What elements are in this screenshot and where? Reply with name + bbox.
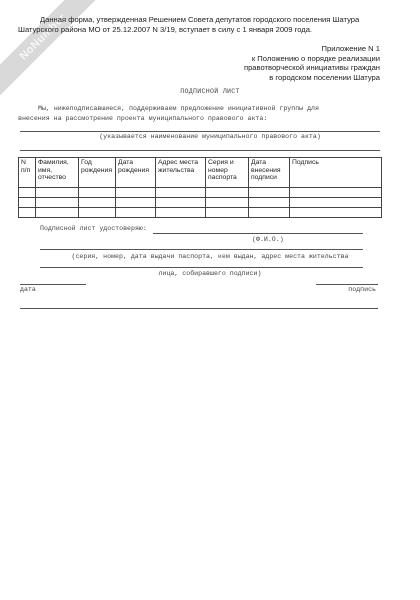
table-cell [79,208,116,218]
col-header-address: Адрес места жительства [156,158,206,188]
intro-line-2: Шатурского района МО от 25.12.2007 N 3/19, вступает в силу с 1 января 2009 года. [18,25,313,34]
collector-line [40,267,363,268]
table-header-row [19,158,382,188]
passport-line [40,249,363,250]
table-cell [249,188,290,198]
table-cell [116,198,156,208]
statement-text [18,104,382,123]
table-cell [19,188,36,198]
fio-hint: (Ф.И.О.) [252,236,284,243]
table-cell [206,188,249,198]
table-row [19,198,382,208]
act-name-line-2 [20,150,380,151]
col-header-birth-year: Год рождения [79,158,116,188]
table-cell [36,198,79,208]
appendix-line-2: к Положению о порядке реализации [251,53,380,63]
table-cell [79,188,116,198]
table-cell [206,208,249,218]
table-cell [19,208,36,218]
passport-hint: (серия, номер, дата выдачи паспорта, кем выдан, адрес места жительства [71,253,349,260]
collector-hint: лица, собиравшего подписи) [158,270,262,277]
table-cell [116,208,156,218]
col-header-passport: Серия и номер паспорта [206,158,249,188]
statement-line-2: внесения на рассмотрение проекта муниципального правового акта: [18,114,268,122]
table-row [19,188,382,198]
signature-label: подпись [348,286,376,293]
table-cell [290,198,382,208]
appendix-block [180,44,380,82]
table-cell [36,188,79,198]
table-cell [116,188,156,198]
table-cell [79,198,116,208]
document-title: ПОДПИСНОЙ ЛИСТ [180,88,240,95]
bottom-rule [20,308,378,309]
appendix-line-3: правотворческой инициативы граждан [243,63,380,72]
table-cell [249,198,290,208]
table-cell [19,198,36,208]
table-cell [290,188,382,198]
date-label: дата [20,286,36,293]
table-cell [36,208,79,218]
col-header-number: N п/п [19,158,36,188]
statement-line-1: Мы, нижеподписавшиеся, поддерживаем предложение инициативной группы для [38,105,319,112]
table-cell [156,188,206,198]
appendix-line-4: в городском поселении Шатура [269,72,380,82]
certify-label: Подписной лист удостоверяю: [40,225,147,232]
date-line [20,284,86,285]
table-row [19,208,382,218]
table-cell [290,208,382,218]
watermark-text: NoNumber [17,11,69,63]
act-name-hint: (указывается наименование муниципального правового акта) [99,133,321,140]
col-header-birth-date: Дата рождения [116,158,156,188]
appendix-line-1: Приложение N 1 [321,44,380,53]
col-header-fullname: Фамилия, имя, отчество [36,158,79,188]
act-name-line [20,131,380,132]
col-header-sign-date: Дата внесения подписи [249,158,290,188]
signature-line [316,284,378,285]
intro-line-1: Данная форма, утвержденная Решением Совета депутатов городского поселения Шатура [40,15,360,24]
table-cell [206,198,249,208]
table-cell [156,208,206,218]
table-cell [249,208,290,218]
intro-note [18,15,382,35]
table-cell [156,198,206,208]
certifier-name-line [153,233,363,234]
signatures-table [18,157,382,218]
col-header-signature: Подпись [290,158,382,188]
